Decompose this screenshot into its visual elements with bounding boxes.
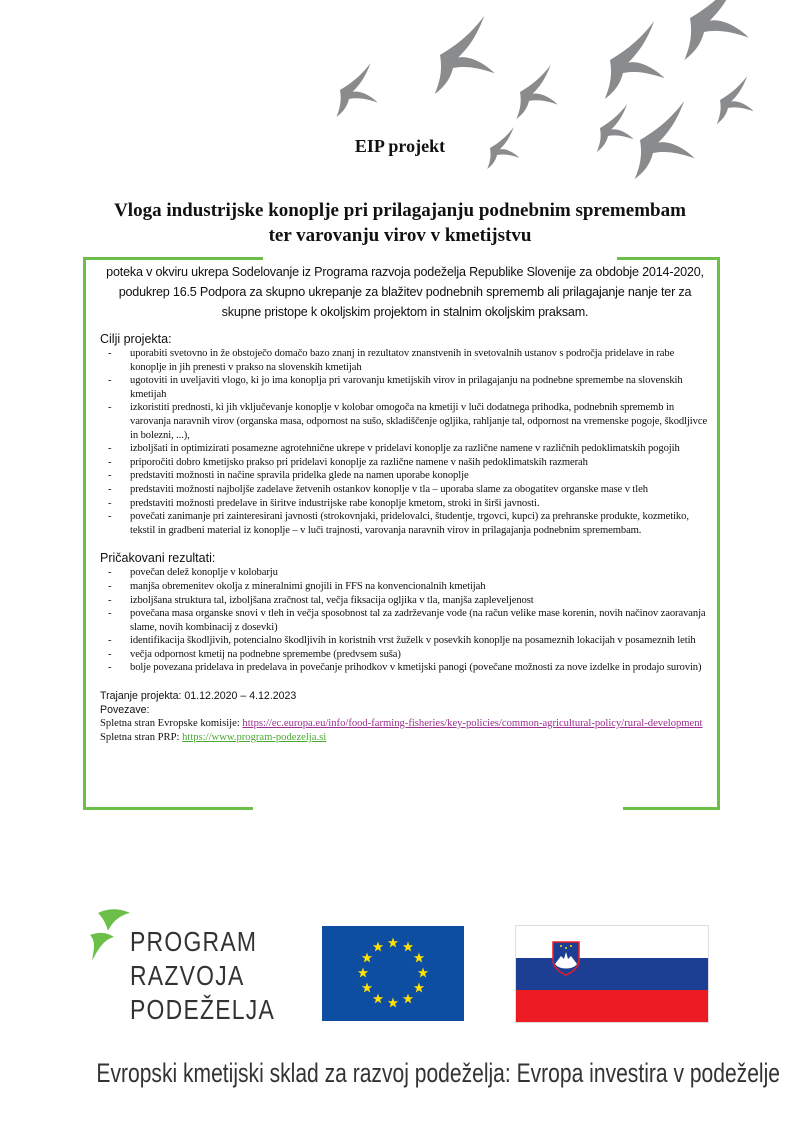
star-icon	[358, 968, 368, 978]
list-item: - povečati zanimanje pri zainteresirani javnosti (strokovnjaki, pridelovalci, študentje, trgovci, kupci) za prehranske produkte, kozmetiko, tekstil in gradbeni material iz konoplje – v luči trajnosti, varovanja naravnih virov in prilagajanja podnebnim spremembam.	[120, 510, 710, 537]
list-item: - povečan delež konoplje v kolobarju	[120, 566, 710, 580]
ec-link[interactable]: https://ec.europa.eu/info/food-farming-fisheries/key-policies/common-agricultural-policy/rural-development	[242, 718, 703, 730]
list-item: - predstaviti možnosti predelave in širitve industrijske rabe konoplje kmetom, stroki in širši javnosti.	[120, 497, 710, 511]
results-list	[100, 566, 710, 675]
duration: Trajanje projekta: 01.12.2020 – 4.12.2023	[100, 690, 297, 703]
objectives-list	[100, 347, 710, 537]
page-title	[60, 198, 740, 248]
coat-of-arms-icon	[551, 940, 581, 976]
list-item: - identifikacija škodljivih, potencialno škodljivih in koristnih vrst žuželk v posevkih konoplje na posameznih lokacijah v posameznih letih	[120, 634, 710, 648]
footer-text: Evropski kmetijski sklad za razvoj podeželja: Evropa investira v podeželje	[96, 1058, 781, 1088]
list-item: - manjša obremenitev okolja z mineralnimi gnojili in FFS na konvencionalnih kmetijah	[120, 580, 710, 594]
list-item: - bolje povezana pridelava in predelava in povečanje prihodkov v kmetijski panogi (povečane možnosti za nove izdelke in prodajo surovin)	[120, 661, 710, 675]
logo-line: PODEŽELJA	[130, 994, 276, 1025]
list-item: - izkoristiti prednosti, ki jih vključevanje konoplje v kolobar omogoča na kmetiji v luči dodatnega prihodka, podnebnih sprememb in varovanja naravnih virov (organska masa, odpornost na sušo, skladiščenje ogljika, rahljanje tal, odpornost na vremenske pogoje, škodljivce in bolezni, ...),	[120, 401, 710, 442]
link-ec-row	[100, 717, 710, 731]
footer-slogan	[0, 1058, 800, 1089]
bird-icon	[435, 16, 495, 94]
swallows-decoration	[0, 0, 800, 190]
results-heading: Pričakovani rezultati:	[100, 551, 216, 566]
project-description	[100, 262, 710, 745]
star-icon	[388, 938, 398, 948]
bird-icon	[605, 21, 665, 99]
star-icon	[373, 993, 383, 1003]
list-item: - izboljšati in optimizirati posamezne agrotehnične ukrepe v pridelavi konoplje za različne namene v različnih pedoklimatskih pogojih	[120, 442, 710, 456]
logo-line: RAZVOJA	[130, 960, 245, 991]
title-line: Vloga industrijske konoplje pri prilagajanju podnebnim spremembam	[114, 200, 686, 221]
link-prp-row	[100, 731, 710, 745]
list-item: - ugotoviti in uveljaviti vlogo, ki jo ima konoplja pri varovanju kmetijskih virov in prilagajanju na podnebne spremembe na slovenskih kmetijah	[120, 374, 710, 401]
title-line: ter varovanju virov v kmetijstvu	[268, 225, 532, 246]
star-icon	[362, 953, 372, 963]
eu-flag-icon	[322, 926, 464, 1021]
list-item: - večja odpornost kmetij na podnebne spremembe (predvsem suša)	[120, 648, 710, 662]
logo-line: PROGRAM	[130, 926, 258, 957]
links-heading: Povezave:	[100, 704, 150, 717]
link-label: Spletna stran PRP:	[100, 732, 183, 744]
intro-text: poteka v okviru ukrepa Sodelovanje iz Programa razvoja podeželja Republike Slovenije za obdobje 2014-2020, podukrep 16.5 Podpora za skupno ukrepanje za blažitev podnebnih sprememb ali prilagajanje nanje ter za skupne pristope k okoljskim projektom in stalnim okoljskim praksam.	[106, 265, 704, 319]
prp-logo-text	[130, 925, 275, 1027]
star-icon	[388, 998, 398, 1008]
project-label: EIP projekt	[354, 136, 446, 156]
list-item: - povečana masa organske snovi v tleh in večja sposobnost tal za zadrževanje vode (na račun velike mase korenin, novih načinov zaoravanja slame, novih kombinacij z dosevki)	[120, 607, 710, 634]
bird-icon	[717, 76, 754, 124]
star-icon	[418, 968, 428, 978]
star-icon	[403, 993, 413, 1003]
link-label: Spletna stran Evropske komisije:	[100, 718, 243, 730]
bird-icon	[684, 0, 748, 60]
objectives-heading: Cilji projekta:	[100, 332, 172, 346]
star-icon	[403, 942, 413, 952]
star-icon	[362, 983, 372, 993]
star-icon	[373, 942, 383, 952]
star-icon	[414, 953, 424, 963]
list-item: - predstaviti možnosti najboljše zadelave žetvenih ostankov konoplje v tla – uporaba slame za obogatitev organske mase v tleh	[120, 483, 710, 497]
list-item: - priporočiti dobro kmetijsko prakso pri pridelavi konoplje za različne namene v naših pedoklimatskih razmerah	[120, 456, 710, 470]
list-item: - uporabiti svetovno in že obstoječo domačo bazo znanj in rezultatov znanstvenih in svetovalnih ustanov s področja pridelave in rabe konoplje in jih prenesti v prakso na slovenskih kmetijah	[120, 347, 710, 374]
bird-icon	[336, 63, 377, 117]
slovenia-flag-icon	[515, 925, 709, 1023]
star-icon	[414, 983, 424, 993]
prp-link[interactable]: https://www.program-podezelja.si	[182, 732, 327, 744]
list-item: - predstaviti možnosti in načine spravila pridelka glede na namen uporabe konoplje	[120, 469, 710, 483]
bird-icon	[516, 65, 557, 119]
list-item: - izboljšana struktura tal, izboljšana zračnost tal, večja fiksacija ogljika v tla, manjša zapleveljenost	[120, 594, 710, 608]
